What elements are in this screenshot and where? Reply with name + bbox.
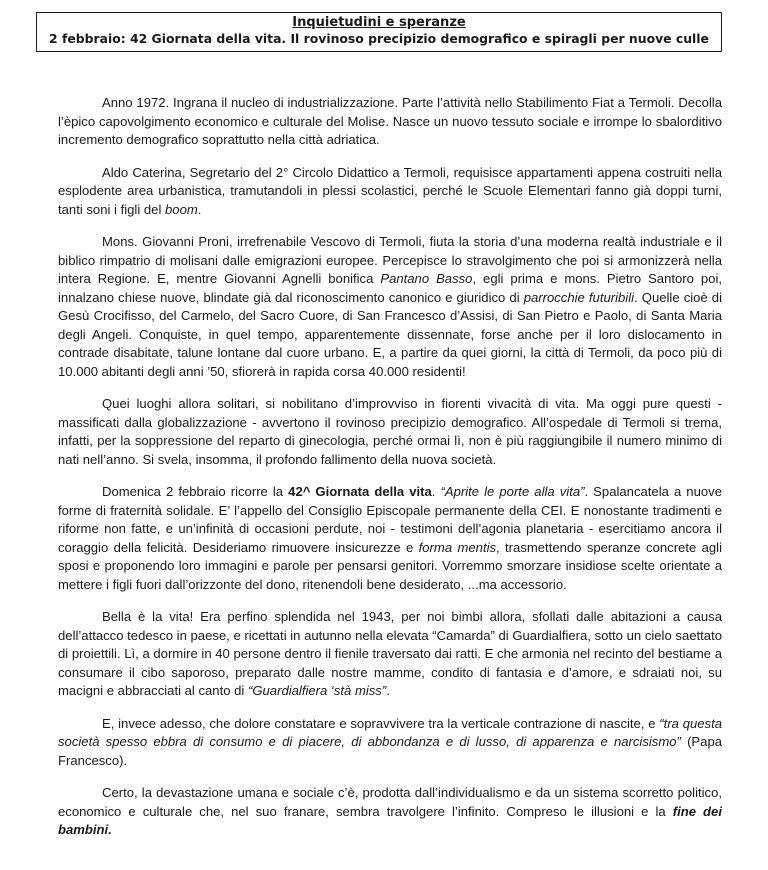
paragraph-text: E, invece adesso, che dolore constatare e sopravvivere tra la verticale contrazione di nascite, e	[102, 715, 660, 731]
paragraph-text: .	[431, 484, 441, 499]
emphasis-text: parrocchie futuribili	[523, 289, 635, 305]
paragraph-text: Certo, la devastazione umana e sociale c’è, prodotta dall’individualismo e da un sistema scorretto politico, economico e culturale che, nel suo franare, sembra travolgere l’infinito. Compreso le illusioni e la	[58, 785, 722, 819]
paragraph	[58, 715, 722, 771]
emphasis-text: fine dei bambini.	[58, 803, 722, 837]
paragraph-text: . Quelle cioè di Gesù Crocifisso, del Carmelo, del Sacro Cuore, di San Francesco d’Assisi, di San Pietro e Paolo, di Santa Maria degli Angeli. Conquiste, in quel tempo, apparentemente dissennate, forse anche per il loro dislocamento in contrade disabitate, talune lontane dal cuore urbano. E, a partire da quei giorni, la città di Termoli, da poco più di 10.000 abitanti degli anni ’50, sfiorerà in rapida corsa 40.000 residenti!	[58, 289, 722, 379]
paragraph	[58, 784, 722, 840]
paragraph	[58, 608, 722, 701]
paragraph-text: , egli prima e mons. Pietro Santoro poi, innalzano chiese nuove, blindate già dal riconoscimento canonico e giuridico di	[58, 271, 722, 305]
paragraph-text: .	[197, 201, 202, 217]
paragraph	[58, 395, 722, 469]
paragraph-text: , trasmettendo speranze concrete agli sposi e proponendo loro immagini e parole per pensarsi genitori. Vorremmo smorzare insidiose scelte orientate a mettere i figli fuori dall’orizzonte del dono, ritenendoli bene desiderato, ...ma accessorio.	[58, 539, 722, 592]
emphasis-text: 42^ Giornata della vita	[288, 484, 432, 499]
paragraph-text: Bella è la vita! Era perfino splendida nel 1943, per noi bimbi allora, sfollati dalle abitazioni a causa dell’attacco tedesco in paese, e ricettati in autunno nella elevata “Camarda” di Guardialfiera, sotto un cielo saettato di proiettili. Lì, a dormire in 40 persone dentro il fienile traversato dai ratti. E che armonia nel recinto del bestiame a consumare il cibo saporoso, preparato dalle nostre mamme, condito di fantasia e d’amore, e sdraiati noi, su macigni e abbracciati al canto di	[58, 609, 722, 698]
paragraph-text: Quei luoghi allora solitari, si nobilitano d’improvviso in fiorenti vivacità di vita. Ma oggi pure questi - massificati dalla globalizzazione - avvertono il rovinoso precipizio demografico. All’ospedale di Termoli si trema, infatti, per la soppressione del reparto di ginecologia, perché ormai lì, non è più raggiungibile il numero minimo di nati nell’anno. Si svela, insomma, il profondo fallimento della nuova società.	[58, 396, 722, 467]
emphasis-text: “tra questa società spesso ebbra di consumo e di piacere, di abbondanza e di lusso, di apparenza e narcisismo”	[58, 715, 723, 749]
emphasis-text: “Guardialfiera ‘stà miss”	[247, 683, 387, 698]
paragraph-text: Aldo Caterina, Segretario del 2° Circolo Didattico a Termoli, requisisce appartamenti appena costruiti nella esplodente area urbanistica, tramutandoli in plessi scolastici, perché le Scuole Elementari fanno già doppi turni, tanti soni i figli del	[58, 164, 722, 217]
emphasis-text: boom	[165, 201, 198, 217]
paragraph-text: (Papa Francesco).	[58, 734, 723, 768]
paragraph	[58, 164, 722, 220]
paragraph-text: .	[386, 683, 390, 698]
paragraph-text: Anno 1972. Ingrana il nucleo di industrializzazione. Parte l’attività nello Stabilimento Fiat a Termoli. Decolla l’èpico capovolgimento economico e culturale del Molise. Nasce un nuovo tessuto sociale e irrompe lo sbalorditivo incremento demografico soprattutto nella città adriatica.	[58, 95, 722, 147]
article-header-box	[36, 12, 722, 52]
article-title: Inquietudini e speranze	[292, 15, 466, 30]
article-body	[58, 94, 722, 840]
paragraph	[58, 483, 722, 594]
paragraph-text: Mons. Giovanni Proni, irrefrenabile Vescovo di Termoli, fiuta la storia d’una moderna realtà industriale e il biblico rimpatrio di molisani dalle emigrazioni europee. Percepisce lo stravolgimento che poi si armonizzerà nella intera Regione. E, mentre Giovanni Agnelli bonifica	[58, 234, 722, 286]
emphasis-text: Pantano Basso	[380, 271, 473, 286]
paragraph-text: Domenica 2 febbraio ricorre la	[102, 484, 289, 499]
paragraph	[58, 94, 722, 150]
article-subtitle: 2 febbraio: 42 Giornata della vita. Il rovinoso precipizio demografico e spiragli per nuove culle	[49, 31, 709, 46]
emphasis-text: “Aprite le porte alla vita”	[440, 484, 585, 499]
paragraph	[58, 233, 722, 381]
paragraph-text: . Spalancatela a nuove forme di fraternità solidale. E’ l’appello del Consiglio Episcopale permanente della CEI. E nonostante tradimenti e riforme non fatte, e un’infinità di occasioni perdute, noi - testimoni dell’agonia planetaria - esercitiamo ancora il coraggio della felicità. Desideriamo rimuovere insicurezze e	[58, 484, 722, 555]
emphasis-text: forma mentis	[418, 539, 497, 555]
